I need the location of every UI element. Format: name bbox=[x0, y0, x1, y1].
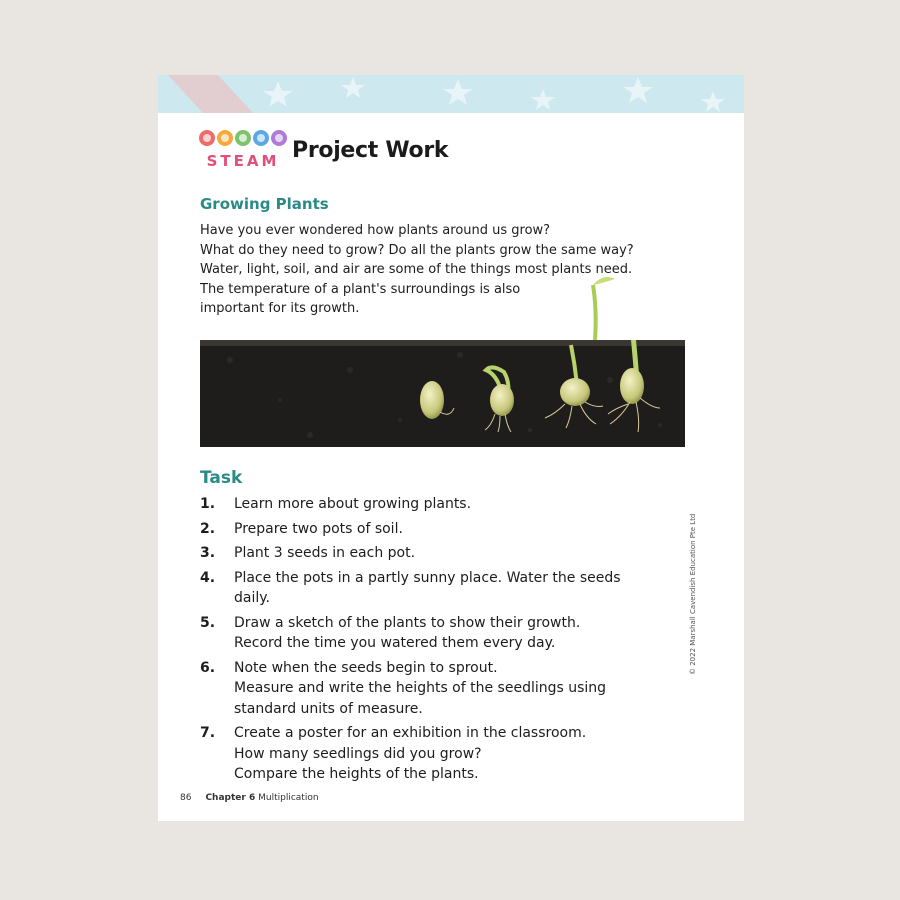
task-text: Draw a sketch of the plants to show their growth. bbox=[234, 614, 581, 631]
task-text: Compare the heights of the plants. bbox=[234, 766, 479, 782]
task-number: 4. bbox=[200, 569, 216, 586]
task-text: Plant 3 seeds in each pot. bbox=[234, 545, 416, 561]
intro-line: What do they need to grow? Do all the plants grow the same way? bbox=[200, 242, 634, 258]
task-text: Note when the seeds begin to sprout. bbox=[234, 659, 498, 676]
seedlings-illustration bbox=[200, 340, 685, 447]
task-text: Learn more about growing plants. bbox=[234, 496, 472, 512]
task-item bbox=[200, 568, 670, 609]
textbook-page bbox=[158, 75, 744, 821]
top-banner bbox=[158, 75, 744, 113]
steam-logo-icon bbox=[198, 128, 288, 172]
page-number: 86 bbox=[180, 793, 192, 803]
task-number: 7. bbox=[200, 725, 216, 741]
intro-line: Have you ever wondered how plants around us grow? bbox=[200, 223, 551, 238]
chapter-title: Multiplication bbox=[258, 793, 319, 803]
task-number: 3. bbox=[200, 545, 216, 561]
task-item bbox=[200, 519, 670, 540]
intro-line: The temperature of a plant's surroundings is also bbox=[200, 281, 521, 297]
page-title: Project Work bbox=[292, 137, 449, 163]
task-item bbox=[200, 543, 670, 564]
task-item bbox=[200, 658, 670, 720]
task-number: 5. bbox=[200, 614, 216, 631]
task-item bbox=[200, 613, 670, 654]
page-header bbox=[198, 127, 448, 173]
task-text: How many seedlings did you grow? bbox=[234, 745, 482, 762]
task-text: daily. bbox=[234, 590, 270, 606]
task-text: Create a poster for an exhibition in the classroom. bbox=[234, 725, 587, 741]
task-text: standard units of measure. bbox=[234, 700, 423, 717]
task-text: Place the pots in a partly sunny place. Water the seeds bbox=[234, 569, 621, 586]
svg-text:STEAM: STEAM bbox=[206, 152, 280, 170]
section-heading: Growing Plants bbox=[200, 195, 329, 213]
intro-line: important for its growth. bbox=[200, 301, 360, 316]
task-text: Measure and write the heights of the seedlings using bbox=[234, 680, 607, 696]
copyright-notice: © 2022 Marshall Cavendish Education Pte Ltd bbox=[689, 513, 697, 675]
task-text: Prepare two pots of soil. bbox=[234, 520, 403, 537]
star-pattern-decoration bbox=[158, 75, 744, 113]
page-footer bbox=[180, 793, 319, 803]
task-number: 2. bbox=[200, 520, 216, 537]
task-heading: Task bbox=[200, 468, 243, 488]
sprout-leaves-decoration bbox=[578, 273, 648, 343]
task-item bbox=[200, 494, 670, 515]
task-number: 1. bbox=[200, 496, 216, 512]
task-text: Record the time you watered them every day. bbox=[234, 635, 556, 651]
task-list bbox=[200, 494, 670, 789]
seedlings-photo bbox=[200, 340, 685, 447]
intro-line: Water, light, soil, and air are some of the things most plants need. bbox=[200, 262, 633, 277]
task-number: 6. bbox=[200, 659, 216, 676]
task-item bbox=[200, 723, 670, 785]
chapter-label: Chapter 6 bbox=[205, 793, 256, 803]
